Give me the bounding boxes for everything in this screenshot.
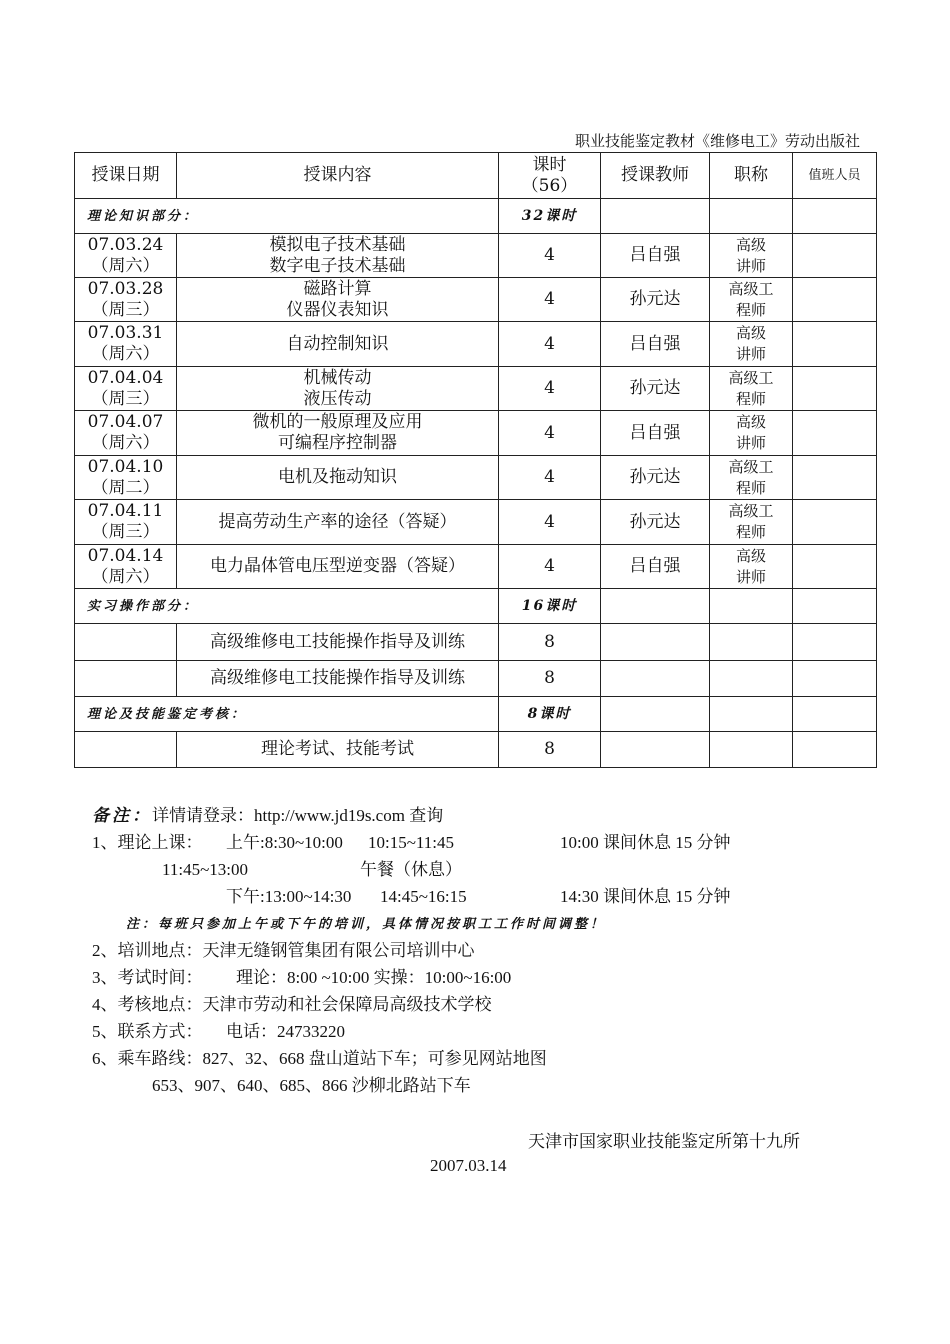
- content-line: 提高劳动生产率的途径（答疑）: [218, 511, 457, 532]
- row-date: [75, 411, 177, 456]
- weekday-text: （周六）: [91, 344, 160, 364]
- header-hours-line1: 课时: [532, 154, 567, 175]
- header-title: 职称: [710, 153, 793, 199]
- row-duty: [793, 545, 877, 589]
- notes-section: [92, 802, 731, 1099]
- date-text: 07.03.24: [87, 234, 164, 255]
- remark-line: [92, 802, 547, 829]
- section-row: [75, 697, 877, 732]
- class-time-line: [92, 829, 731, 856]
- row-title: [710, 411, 793, 456]
- header-hours-line2: （56）: [521, 175, 578, 196]
- row-content: [177, 545, 499, 589]
- title-line: 高级: [735, 324, 766, 342]
- table-row: [75, 411, 877, 456]
- footer-organization: 天津市国家职业技能鉴定所第十九所: [528, 1132, 800, 1151]
- row-content: [177, 456, 499, 500]
- lunch-time: 11:45~13:00: [162, 860, 249, 879]
- row-duty: [793, 278, 877, 322]
- warning-line: [92, 910, 607, 937]
- date-text: 07.04.10: [87, 456, 164, 477]
- table-row: [75, 500, 877, 545]
- title-line: 高级: [735, 413, 766, 431]
- row-duty: [793, 500, 877, 545]
- row-date: [75, 322, 177, 367]
- row-date: [75, 367, 177, 411]
- practice-content: 高级维修电工技能操作指导及训练: [177, 624, 499, 661]
- afternoon-session-2: 14:45~16:15: [380, 887, 467, 906]
- exam-content: 理论考试、技能考试: [177, 732, 499, 768]
- title-line: 讲师: [735, 567, 766, 586]
- content-line: 仪器仪表知识: [286, 299, 389, 320]
- footer-date: 2007.03.14: [430, 1156, 507, 1175]
- row-teacher: 吕自强: [601, 411, 710, 456]
- row-title: [710, 456, 793, 500]
- row-hours: 4: [499, 278, 601, 322]
- practice-content: 高级维修电工技能操作指导及训练: [177, 661, 499, 697]
- exam-hours: 8: [499, 732, 601, 768]
- content-line: 磁路计算: [303, 278, 372, 299]
- row-date: [75, 234, 177, 278]
- row-hours: 4: [499, 411, 601, 456]
- title-line: 高级工: [728, 279, 774, 298]
- content-line: 数字电子技术基础: [269, 255, 406, 276]
- row-title: [710, 234, 793, 278]
- date-text: 07.03.28: [87, 278, 164, 299]
- header-teacher: 授课教师: [601, 153, 710, 199]
- row-date: [75, 456, 177, 500]
- row-hours: 4: [499, 500, 601, 545]
- practice-hours: 8: [499, 661, 601, 697]
- exam-location-line: 4、考核地点：天津市劳动和社会保障局高级技术学校: [92, 995, 492, 1014]
- header-date: 授课日期: [75, 153, 177, 199]
- row-teacher: 吕自强: [601, 234, 710, 278]
- afternoon-break: 14:30 课间休息 15 分钟: [560, 887, 731, 906]
- lunch-label: 午餐（休息）: [360, 860, 462, 879]
- title-line: 程师: [735, 389, 766, 408]
- table-row: [75, 661, 877, 697]
- bus-route-line-2: [92, 1072, 547, 1099]
- row-hours: 4: [499, 322, 601, 367]
- practice-hours: 8: [499, 624, 601, 661]
- section-practice-label: 实习操作部分：: [75, 589, 499, 624]
- title-line: 讲师: [735, 345, 766, 363]
- bus-route-2: 653、907、640、685、866 沙柳北路站下车: [152, 1076, 471, 1095]
- content-line: 电机及拖动知识: [278, 467, 397, 487]
- row-hours: 4: [499, 545, 601, 589]
- section-theory-hours: 32课时: [499, 199, 601, 234]
- title-line: 高级工: [728, 457, 774, 476]
- remark-text: 详情请登录：http://www.jd19s.com 查询: [152, 806, 444, 825]
- section-row: [75, 199, 877, 234]
- table-row: [75, 322, 877, 367]
- row-hours: 4: [499, 456, 601, 500]
- row-teacher: 吕自强: [601, 322, 710, 367]
- row-title: [710, 500, 793, 545]
- date-text: 07.04.11: [87, 501, 164, 521]
- location-line: 2、培训地点：天津无缝钢管集团有限公司培训中心: [92, 941, 475, 960]
- header-duty: 值班人员: [793, 153, 877, 199]
- row-title: [710, 545, 793, 589]
- title-line: 程师: [735, 523, 766, 541]
- morning-session-2: 10:15~11:45: [368, 833, 455, 852]
- weekday-text: （周三）: [91, 388, 160, 409]
- content-line: 液压传动: [303, 388, 372, 409]
- table-header-row: [75, 153, 877, 199]
- row-duty: [793, 234, 877, 278]
- class-time-label: 1、理论上课：: [92, 833, 203, 852]
- date-text: 07.04.14: [87, 545, 164, 566]
- content-line: 机械传动: [303, 367, 372, 388]
- row-date: [75, 545, 177, 589]
- title-line: 高级: [735, 235, 766, 254]
- afternoon-session-1: 下午:13:00~14:30: [226, 887, 352, 906]
- row-teacher: 孙元达: [601, 456, 710, 500]
- morning-session-1: 上午:8:30~10:00: [226, 833, 343, 852]
- row-content: [177, 367, 499, 411]
- table-row: [75, 624, 877, 661]
- exam-time-value: 理论：8:00 ~10:00 实操：10:00~16:00: [236, 968, 512, 987]
- row-duty: [793, 367, 877, 411]
- row-date: [75, 500, 177, 545]
- content-line: 模拟电子技术基础: [269, 234, 406, 255]
- row-content: [177, 500, 499, 545]
- row-content: [177, 278, 499, 322]
- header-content: 授课内容: [177, 153, 499, 199]
- weekday-text: （周三）: [91, 299, 160, 320]
- row-content: [177, 234, 499, 278]
- title-line: 高级工: [728, 368, 774, 387]
- weekday-text: （周六）: [91, 433, 160, 453]
- morning-break: 10:00 课间休息 15 分钟: [560, 833, 731, 852]
- section-theory-label: 理论知识部分：: [75, 199, 499, 234]
- contact-phone: 电话：24733220: [226, 1022, 345, 1041]
- content-line: 微机的一般原理及应用: [252, 412, 423, 432]
- row-title: [710, 367, 793, 411]
- title-line: 讲师: [735, 256, 766, 275]
- row-duty: [793, 411, 877, 456]
- section-exam-label: 理论及技能鉴定考核：: [75, 697, 499, 732]
- exam-time-line: [92, 964, 547, 991]
- content-line: 自动控制知识: [286, 333, 389, 354]
- section-exam-hours: 8课时: [499, 697, 601, 732]
- table-row: [75, 278, 877, 322]
- header-hours: [499, 153, 601, 199]
- title-line: 程师: [735, 300, 766, 319]
- row-duty: [793, 456, 877, 500]
- title-line: 高级工: [728, 502, 774, 520]
- table-row: [75, 732, 877, 768]
- afternoon-line: [92, 883, 731, 910]
- table-row: [75, 456, 877, 500]
- table-row: [75, 234, 877, 278]
- document-subtitle: 职业技能鉴定教材《维修电工》劳动出版社: [574, 132, 860, 150]
- table-row: [75, 367, 877, 411]
- date-text: 07.03.31: [87, 323, 164, 343]
- row-teacher: 孙元达: [601, 500, 710, 545]
- contact-line: [92, 1018, 547, 1045]
- row-duty: [793, 322, 877, 367]
- exam-time-label: 3、考试时间：: [92, 968, 203, 987]
- table-row: [75, 545, 877, 589]
- title-line: 讲师: [735, 434, 766, 452]
- content-line: 可编程序控制器: [278, 433, 397, 453]
- weekday-text: （周三）: [91, 522, 160, 542]
- row-content: [177, 411, 499, 456]
- weekday-text: （周二）: [91, 477, 160, 498]
- lunch-line: [92, 856, 547, 883]
- contact-label: 5、联系方式：: [92, 1022, 203, 1041]
- weekday-text: （周六）: [91, 255, 160, 276]
- row-teacher: 孙元达: [601, 278, 710, 322]
- row-teacher: 吕自强: [601, 545, 710, 589]
- schedule-table: [74, 152, 877, 768]
- row-date: [75, 278, 177, 322]
- schedule-warning: 注：每班只参加上午或下午的培训，具体情况按职工工作时间调整！: [126, 916, 607, 931]
- date-text: 07.04.04: [87, 367, 164, 388]
- row-hours: 4: [499, 367, 601, 411]
- title-line: 程师: [735, 478, 766, 497]
- remark-label: 备注：: [92, 806, 152, 825]
- row-hours: 4: [499, 234, 601, 278]
- row-content: [177, 322, 499, 367]
- row-title: [710, 322, 793, 367]
- bus-route-line: 6、乘车路线：827、32、668 盘山道站下车；可参见网站地图: [92, 1049, 547, 1068]
- section-row: [75, 589, 877, 624]
- title-line: 高级: [735, 546, 766, 565]
- section-practice-hours: 16课时: [499, 589, 601, 624]
- weekday-text: （周六）: [91, 566, 160, 587]
- row-title: [710, 278, 793, 322]
- row-teacher: 孙元达: [601, 367, 710, 411]
- content-line: 电力晶体管电压型逆变器（答疑）: [210, 556, 465, 576]
- date-text: 07.04.07: [87, 412, 164, 432]
